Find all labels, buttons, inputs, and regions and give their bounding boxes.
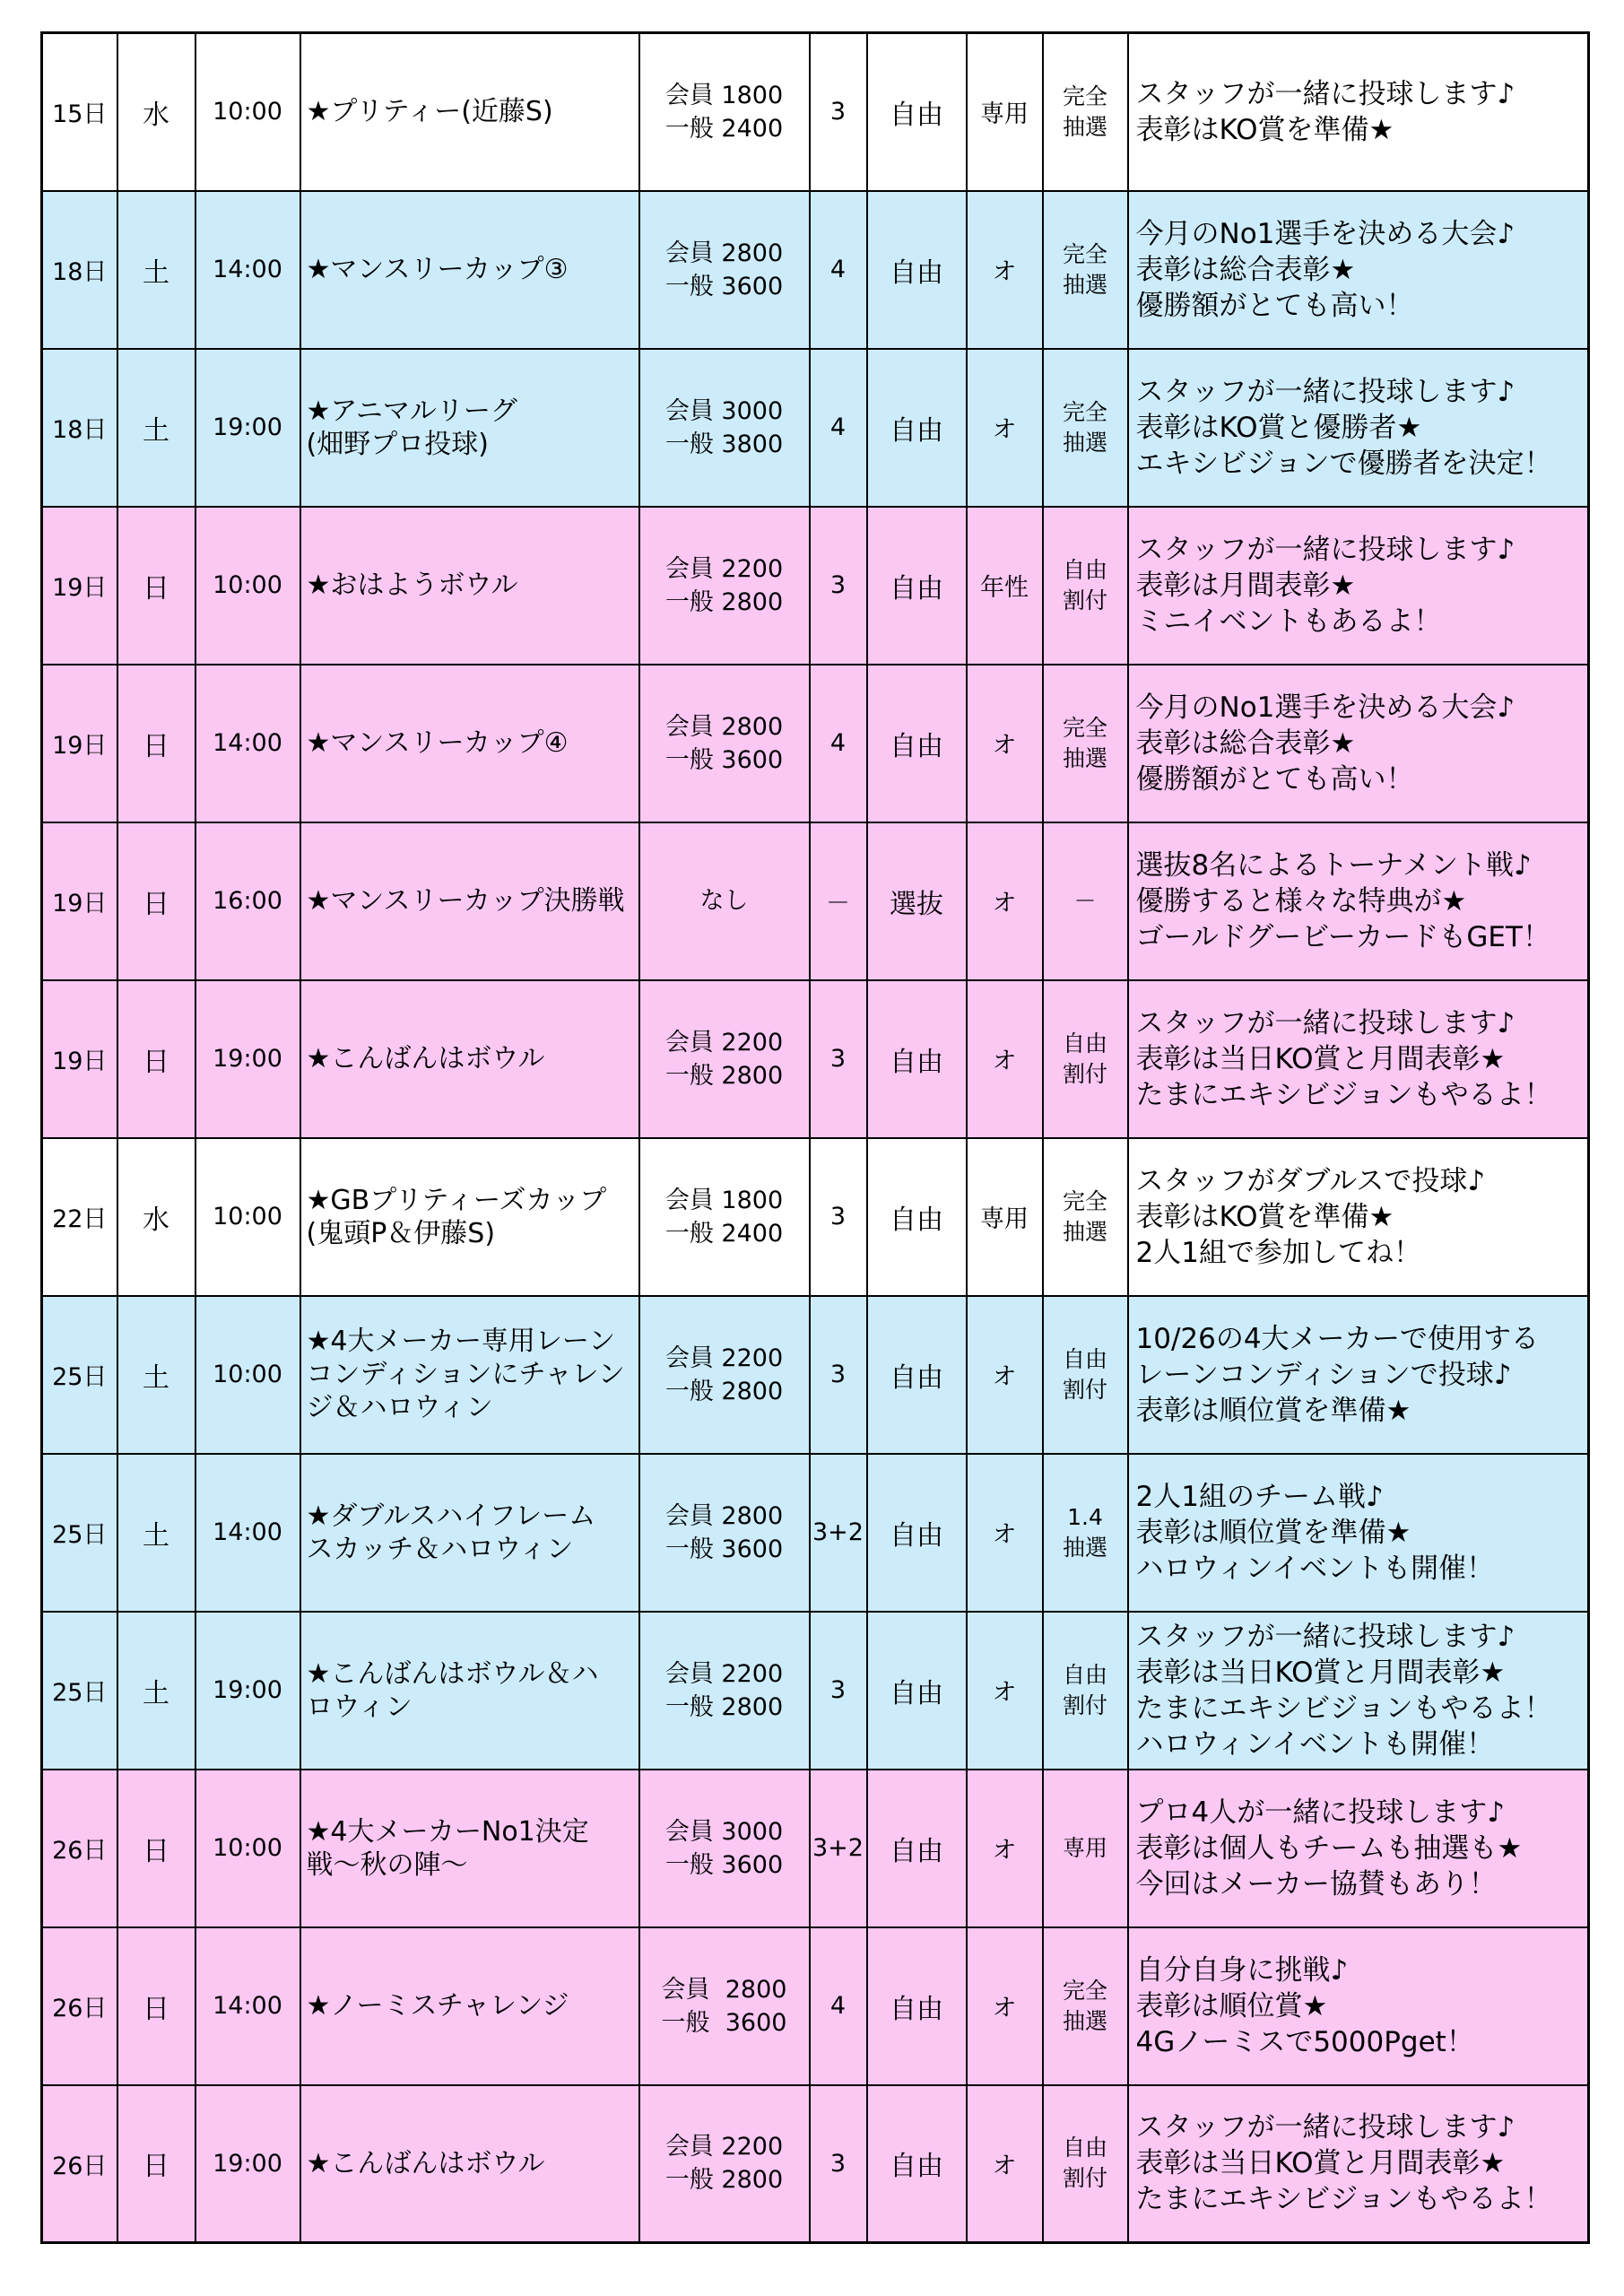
lane-draw-cell-line: 完全 — [1062, 240, 1107, 267]
date-cell: 26日 — [42, 2085, 117, 2243]
entry-type-cell: 選抜 — [867, 822, 967, 980]
comment-cell — [1128, 191, 1589, 349]
weekday-cell: 土 — [117, 1296, 195, 1454]
comment-cell-line: 表彰はKO賞を準備★ — [1135, 113, 1394, 146]
comment-cell-line: 表彰は当日KO賞と月間表彰★ — [1135, 1042, 1506, 1075]
lane-draw-cell-line: 抽選 — [1062, 744, 1107, 771]
lane-draw-cell — [1043, 1612, 1128, 1770]
date-cell: 19日 — [42, 980, 117, 1138]
event-row — [42, 1612, 1589, 1770]
date-cell: 18日 — [42, 349, 117, 507]
lane-draw-cell-line: 割付 — [1062, 1376, 1107, 1403]
comment-cell-line: プロ4人が一緒に投球します♪ — [1135, 1796, 1506, 1829]
fee-cell-line: 一般 2400 — [664, 114, 784, 143]
weekday-cell: 水 — [117, 33, 195, 191]
entry-type-cell: 自由 — [867, 2085, 967, 2243]
entry-type-cell: 自由 — [867, 665, 967, 822]
event-row — [42, 1454, 1589, 1612]
event-title-cell — [300, 1612, 639, 1770]
event-title-cell — [300, 33, 639, 191]
lane-draw-cell — [1043, 507, 1128, 665]
event-row — [42, 1296, 1589, 1454]
event-row — [42, 1138, 1589, 1296]
lane-draw-cell-line: 抽選 — [1062, 113, 1107, 140]
lane-pattern-cell: オ — [967, 665, 1043, 822]
comment-cell-line: スタッフが一緒に投球します♪ — [1135, 2111, 1515, 2144]
fee-cell — [639, 349, 810, 507]
lane-draw-cell-line: 割付 — [1062, 1692, 1107, 1718]
weekday-cell: 日 — [117, 1927, 195, 2085]
games-cell: 3 — [810, 507, 867, 665]
start-time-cell: 19:00 — [195, 980, 300, 1138]
event-title-cell-line: 戦～秋の陣～ — [306, 1848, 468, 1881]
comment-cell-line: レーンコンディションで投球♪ — [1135, 1358, 1512, 1391]
fee-cell — [639, 1454, 810, 1612]
comment-cell — [1128, 349, 1589, 507]
event-title-cell-line: ジ＆ハロウィン — [306, 1392, 493, 1423]
event-title-cell — [300, 191, 639, 349]
start-time-cell: 10:00 — [195, 507, 300, 665]
fee-cell-line: 一般 3600 — [661, 2008, 787, 2037]
lane-draw-cell — [1043, 349, 1128, 507]
entry-type-cell: 自由 — [867, 33, 967, 191]
games-cell: 3 — [810, 1138, 867, 1296]
event-title-cell — [300, 349, 639, 507]
fee-cell — [639, 2085, 810, 2243]
date-cell: 25日 — [42, 1454, 117, 1612]
lane-pattern-cell: オ — [967, 349, 1043, 507]
event-title-cell-line: ★こんばんはボウル＆ハ — [306, 1657, 599, 1690]
comment-cell-line: 2人1組で参加してね！ — [1135, 1236, 1421, 1269]
event-row — [42, 822, 1589, 980]
comment-cell-line: 表彰は順位賞を準備★ — [1135, 1394, 1411, 1427]
comment-cell-line: 表彰は当日KO賞と月間表彰★ — [1135, 1656, 1506, 1689]
lane-pattern-cell: オ — [967, 1770, 1043, 1927]
lane-pattern-cell: オ — [967, 191, 1043, 349]
fee-cell-line: 一般 2800 — [664, 1061, 784, 1090]
lane-pattern-cell: 専用 — [967, 1138, 1043, 1296]
date-cell: 19日 — [42, 665, 117, 822]
lane-draw-cell-line: 専用 — [1062, 1834, 1107, 1861]
fee-cell-line: 一般 3600 — [664, 272, 784, 300]
event-title-cell-line: ★アニマルリーグ — [306, 395, 517, 427]
comment-cell-line: 表彰は順位賞を準備★ — [1135, 1516, 1411, 1549]
comment-cell-line: 今月のNo1選手を決める大会♪ — [1135, 691, 1515, 724]
event-row — [42, 507, 1589, 665]
start-time-cell: 10:00 — [195, 1770, 300, 1927]
lane-pattern-cell: 専用 — [967, 33, 1043, 191]
event-row — [42, 665, 1589, 822]
lane-pattern-cell: オ — [967, 822, 1043, 980]
lane-draw-cell — [1043, 191, 1128, 349]
event-title-cell-line: コンディションにチャレン — [306, 1359, 625, 1390]
event-row — [42, 33, 1589, 191]
weekday-cell: 日 — [117, 507, 195, 665]
event-row — [42, 349, 1589, 507]
comment-cell — [1128, 33, 1589, 191]
comment-cell — [1128, 822, 1589, 980]
lane-draw-cell — [1043, 1454, 1128, 1612]
date-cell: 18日 — [42, 191, 117, 349]
entry-type-cell: 自由 — [867, 1454, 967, 1612]
event-row — [42, 1927, 1589, 2085]
weekday-cell: 土 — [117, 1612, 195, 1770]
games-cell: 3 — [810, 1612, 867, 1770]
comment-cell-line: スタッフが一緒に投球します♪ — [1135, 533, 1515, 566]
event-title-cell — [300, 1770, 639, 1927]
lane-draw-cell-line: 1.4 — [1067, 1503, 1103, 1530]
weekday-cell: 日 — [117, 2085, 195, 2243]
fee-cell-line: 一般 2400 — [664, 1219, 784, 1248]
games-cell: 4 — [810, 665, 867, 822]
event-title-cell — [300, 1296, 639, 1454]
lane-pattern-cell: オ — [967, 980, 1043, 1138]
start-time-cell: 10:00 — [195, 1296, 300, 1454]
lane-draw-cell-line: 自由 — [1062, 2135, 1107, 2161]
lane-draw-cell-line: 自由 — [1062, 556, 1107, 583]
comment-cell-line: エキシビジョンで優勝者を決定！ — [1135, 447, 1552, 480]
games-cell: 3 — [810, 33, 867, 191]
event-title-cell-line: ★こんばんはボウル — [306, 1043, 545, 1074]
entry-type-cell: 自由 — [867, 1296, 967, 1454]
start-time-cell: 19:00 — [195, 2085, 300, 2243]
comment-cell-line: 今月のNo1選手を決める大会♪ — [1135, 217, 1515, 250]
comment-cell-line: ハロウィンイベントも開催！ — [1135, 1727, 1495, 1761]
event-title-cell-line: ★ノーミスチャレンジ — [306, 1990, 569, 2022]
lane-draw-cell-line: 完全 — [1062, 1187, 1107, 1214]
date-cell: 19日 — [42, 507, 117, 665]
weekday-cell: 土 — [117, 1454, 195, 1612]
comment-cell — [1128, 1927, 1589, 2085]
start-time-cell: 19:00 — [195, 349, 300, 507]
event-title-cell-line: スカッチ＆ハロウィン — [306, 1533, 574, 1565]
fee-cell-line: 会員 2200 — [664, 1344, 784, 1372]
fee-cell — [639, 507, 810, 665]
date-cell: 26日 — [42, 1770, 117, 1927]
weekday-cell: 土 — [117, 349, 195, 507]
lane-draw-cell — [1043, 1296, 1128, 1454]
start-time-cell: 16:00 — [195, 822, 300, 980]
fee-cell — [639, 980, 810, 1138]
comment-cell-line: スタッフが一緒に投球します♪ — [1135, 1620, 1515, 1653]
lane-pattern-cell: オ — [967, 1454, 1043, 1612]
date-cell: 25日 — [42, 1612, 117, 1770]
games-cell: 4 — [810, 191, 867, 349]
start-time-cell: 10:00 — [195, 1138, 300, 1296]
lane-draw-cell-line: 抽選 — [1062, 429, 1107, 456]
comment-cell-line: 選抜8名によるトーナメント戦♪ — [1135, 848, 1532, 882]
fee-cell — [639, 191, 810, 349]
lane-pattern-cell: オ — [967, 1927, 1043, 2085]
comment-cell-line: スタッフがダブルスで投球♪ — [1135, 1164, 1486, 1197]
comment-cell-line: 優勝すると様々な特典が★ — [1135, 884, 1467, 918]
games-cell: 4 — [810, 349, 867, 507]
comment-cell — [1128, 665, 1589, 822]
comment-cell-line: 表彰は総合表彰★ — [1135, 726, 1356, 760]
lane-draw-cell-line: 抽選 — [1062, 1534, 1107, 1561]
event-title-cell — [300, 1138, 639, 1296]
event-title-cell-line: ★こんばんはボウル — [306, 2147, 545, 2179]
comment-cell — [1128, 507, 1589, 665]
comment-cell-line: たまにエキシビジョンもやるよ！ — [1135, 1078, 1552, 1111]
event-title-cell — [300, 980, 639, 1138]
weekday-cell: 日 — [117, 822, 195, 980]
games-cell: 4 — [810, 1927, 867, 2085]
lane-draw-cell — [1043, 33, 1128, 191]
fee-cell-line: 一般 2800 — [664, 1692, 784, 1721]
lane-draw-cell — [1043, 822, 1128, 980]
date-cell: 15日 — [42, 33, 117, 191]
fee-cell-line: 会員 2200 — [664, 1659, 784, 1688]
comment-cell — [1128, 980, 1589, 1138]
weekday-cell: 土 — [117, 191, 195, 349]
comment-cell-line: 表彰は当日KO賞と月間表彰★ — [1135, 2147, 1506, 2180]
fee-cell — [639, 1770, 810, 1927]
comment-cell-line: 自分自身に挑戦♪ — [1135, 1953, 1349, 1987]
fee-cell — [639, 1138, 810, 1296]
lane-draw-cell-line: 完全 — [1062, 714, 1107, 741]
lane-draw-cell-line: － — [1073, 887, 1097, 914]
comment-cell-line: ハロウィンイベントも開催！ — [1135, 1552, 1495, 1585]
event-title-cell — [300, 507, 639, 665]
event-title-cell-line: ★4大メーカー専用レーン — [306, 1326, 616, 1357]
comment-cell-line: 表彰は月間表彰★ — [1135, 569, 1356, 602]
entry-type-cell: 自由 — [867, 1612, 967, 1770]
comment-cell-line: スタッフが一緒に投球します♪ — [1135, 1006, 1515, 1039]
lane-draw-cell-line: 自由 — [1062, 1661, 1107, 1688]
games-cell: 3 — [810, 1296, 867, 1454]
date-cell: 26日 — [42, 1927, 117, 2085]
date-cell: 19日 — [42, 822, 117, 980]
lane-draw-cell — [1043, 2085, 1128, 2243]
comment-cell-line: ミニイベントもあるよ！ — [1135, 604, 1442, 638]
lane-draw-cell — [1043, 665, 1128, 822]
entry-type-cell: 自由 — [867, 191, 967, 349]
lane-draw-cell-line: 完全 — [1062, 398, 1107, 425]
comment-cell-line: 表彰は順位賞★ — [1135, 1989, 1328, 2022]
event-title-cell-line: ★マンスリーカップ③ — [306, 254, 569, 285]
start-time-cell: 19:00 — [195, 1612, 300, 1770]
comment-cell — [1128, 1454, 1589, 1612]
fee-cell-line: 会員 3000 — [664, 1817, 784, 1846]
fee-cell — [639, 1296, 810, 1454]
games-cell: 3+2 — [810, 1454, 867, 1612]
event-row — [42, 980, 1589, 1138]
date-cell: 25日 — [42, 1296, 117, 1454]
comment-cell-line: たまにエキシビジョンもやるよ！ — [1135, 2183, 1552, 2216]
comment-cell-line: スタッフが一緒に投球します♪ — [1135, 375, 1515, 408]
lane-draw-cell-line: 完全 — [1062, 83, 1107, 109]
event-row — [42, 191, 1589, 349]
lane-draw-cell-line: 割付 — [1062, 587, 1107, 613]
entry-type-cell: 自由 — [867, 349, 967, 507]
fee-cell — [639, 822, 810, 980]
lane-draw-cell-line: 完全 — [1062, 1977, 1107, 2004]
comment-cell-line: スタッフが一緒に投球します♪ — [1135, 77, 1515, 110]
event-title-cell — [300, 2085, 639, 2243]
fee-cell-line: 会員 2800 — [661, 1975, 787, 2004]
lane-draw-cell — [1043, 980, 1128, 1138]
fee-cell-line: 会員 1800 — [664, 1186, 784, 1214]
fee-cell-line: 会員 2200 — [664, 554, 784, 583]
comment-cell-line: 10/26の4大メーカーで使用する — [1135, 1322, 1539, 1355]
fee-cell-line: 会員 2800 — [664, 239, 784, 267]
entry-type-cell: 自由 — [867, 1138, 967, 1296]
fee-cell-line: 一般 3800 — [664, 430, 784, 458]
comment-cell-line: 表彰は総合表彰★ — [1135, 253, 1356, 286]
entry-type-cell: 自由 — [867, 507, 967, 665]
weekday-cell: 日 — [117, 665, 195, 822]
event-title-cell — [300, 1927, 639, 2085]
lane-pattern-cell: オ — [967, 1612, 1043, 1770]
fee-cell-line: なし — [699, 887, 749, 915]
event-title-cell — [300, 665, 639, 822]
event-title-cell-line: ★4大メーカーNo1決定 — [306, 1815, 589, 1848]
lane-draw-cell — [1043, 1770, 1128, 1927]
start-time-cell: 14:00 — [195, 1454, 300, 1612]
fee-cell-line: 会員 3000 — [664, 396, 784, 425]
fee-cell-line: 会員 1800 — [664, 81, 784, 109]
lane-pattern-cell: オ — [967, 1296, 1043, 1454]
event-title-cell-line: ★プリティー(近藤S) — [306, 96, 553, 128]
fee-cell-line: 一般 2800 — [664, 1377, 784, 1405]
start-time-cell: 14:00 — [195, 191, 300, 349]
comment-cell-line: 優勝額がとても高い！ — [1135, 762, 1414, 796]
fee-cell-line: 会員 2200 — [664, 2133, 784, 2161]
lane-draw-cell-line: 割付 — [1062, 2165, 1107, 2192]
comment-cell-line: たまにエキシビジョンもやるよ！ — [1135, 1692, 1552, 1725]
event-title-cell-line: ★マンスリーカップ決勝戦 — [306, 885, 625, 917]
fee-cell — [639, 33, 810, 191]
games-cell: 3 — [810, 2085, 867, 2243]
start-time-cell: 14:00 — [195, 665, 300, 822]
event-title-cell-line: ★マンスリーカップ④ — [306, 727, 569, 759]
event-row — [42, 1770, 1589, 1927]
fee-cell — [639, 1927, 810, 2085]
fee-cell-line: 会員 2800 — [664, 712, 784, 741]
lane-draw-cell — [1043, 1927, 1128, 2085]
lane-pattern-cell: 年性 — [967, 507, 1043, 665]
entry-type-cell: 自由 — [867, 1927, 967, 2085]
comment-cell — [1128, 1770, 1589, 1927]
comment-cell — [1128, 2085, 1589, 2243]
event-title-cell-line: (鬼頭P＆伊藤S) — [306, 1217, 496, 1249]
fee-cell-line: 一般 3600 — [664, 745, 784, 774]
lane-draw-cell-line: 割付 — [1062, 1060, 1107, 1087]
schedule-body — [42, 33, 1589, 2243]
comment-cell-line: 2人1組のチーム戦♪ — [1135, 1480, 1384, 1513]
start-time-cell: 10:00 — [195, 33, 300, 191]
comment-cell-line: 優勝額がとても高い！ — [1135, 289, 1414, 322]
lane-draw-cell-line: 抽選 — [1062, 2007, 1107, 2034]
fee-cell — [639, 665, 810, 822]
comment-cell-line: 表彰は個人もチームも抽選も★ — [1135, 1831, 1523, 1865]
date-cell: 22日 — [42, 1138, 117, 1296]
event-row — [42, 2085, 1589, 2243]
entry-type-cell: 自由 — [867, 1770, 967, 1927]
comment-cell-line: 今回はメーカー協賛もあり！ — [1135, 1867, 1497, 1900]
lane-draw-cell-line: 自由 — [1062, 1345, 1107, 1372]
event-title-cell-line: ★ダブルスハイフレーム — [306, 1500, 596, 1532]
lane-draw-cell-line: 自由 — [1062, 1030, 1107, 1057]
comment-cell-line: ゴールドグービーカードもGET！ — [1135, 920, 1550, 953]
comment-cell — [1128, 1612, 1589, 1770]
comment-cell — [1128, 1138, 1589, 1296]
entry-type-cell: 自由 — [867, 980, 967, 1138]
comment-cell — [1128, 1296, 1589, 1454]
fee-cell-line: 一般 3600 — [664, 1850, 784, 1879]
event-schedule-table — [40, 31, 1590, 2244]
fee-cell-line: 一般 2800 — [664, 587, 784, 616]
comment-cell-line: 4Gノーミスで5000Pget！ — [1135, 2025, 1474, 2058]
event-title-cell — [300, 1454, 639, 1612]
lane-draw-cell-line: 抽選 — [1062, 271, 1107, 298]
lane-draw-cell-line: 抽選 — [1062, 1218, 1107, 1245]
games-cell: 3 — [810, 980, 867, 1138]
comment-cell-line: 表彰はKO賞と優勝者★ — [1135, 411, 1422, 444]
event-title-cell-line: (畑野プロ投球) — [306, 428, 489, 460]
event-title-cell — [300, 822, 639, 980]
fee-cell — [639, 1612, 810, 1770]
weekday-cell: 水 — [117, 1138, 195, 1296]
event-title-cell-line: ★GBプリティーズカップ — [306, 1184, 607, 1216]
games-cell: 3+2 — [810, 1770, 867, 1927]
fee-cell-line: 会員 2800 — [664, 1501, 784, 1530]
comment-cell-line: 表彰はKO賞を準備★ — [1135, 1200, 1394, 1233]
weekday-cell: 日 — [117, 980, 195, 1138]
fee-cell-line: 会員 2200 — [664, 1028, 784, 1057]
games-cell: － — [810, 822, 867, 980]
fee-cell-line: 一般 2800 — [664, 2166, 784, 2195]
fee-cell-line: 一般 3600 — [664, 1535, 784, 1563]
lane-draw-cell — [1043, 1138, 1128, 1296]
weekday-cell: 日 — [117, 1770, 195, 1927]
event-title-cell-line: ★おはようボウル — [306, 570, 518, 601]
event-title-cell-line: ロウィン — [306, 1691, 413, 1723]
start-time-cell: 14:00 — [195, 1927, 300, 2085]
lane-pattern-cell: オ — [967, 2085, 1043, 2243]
